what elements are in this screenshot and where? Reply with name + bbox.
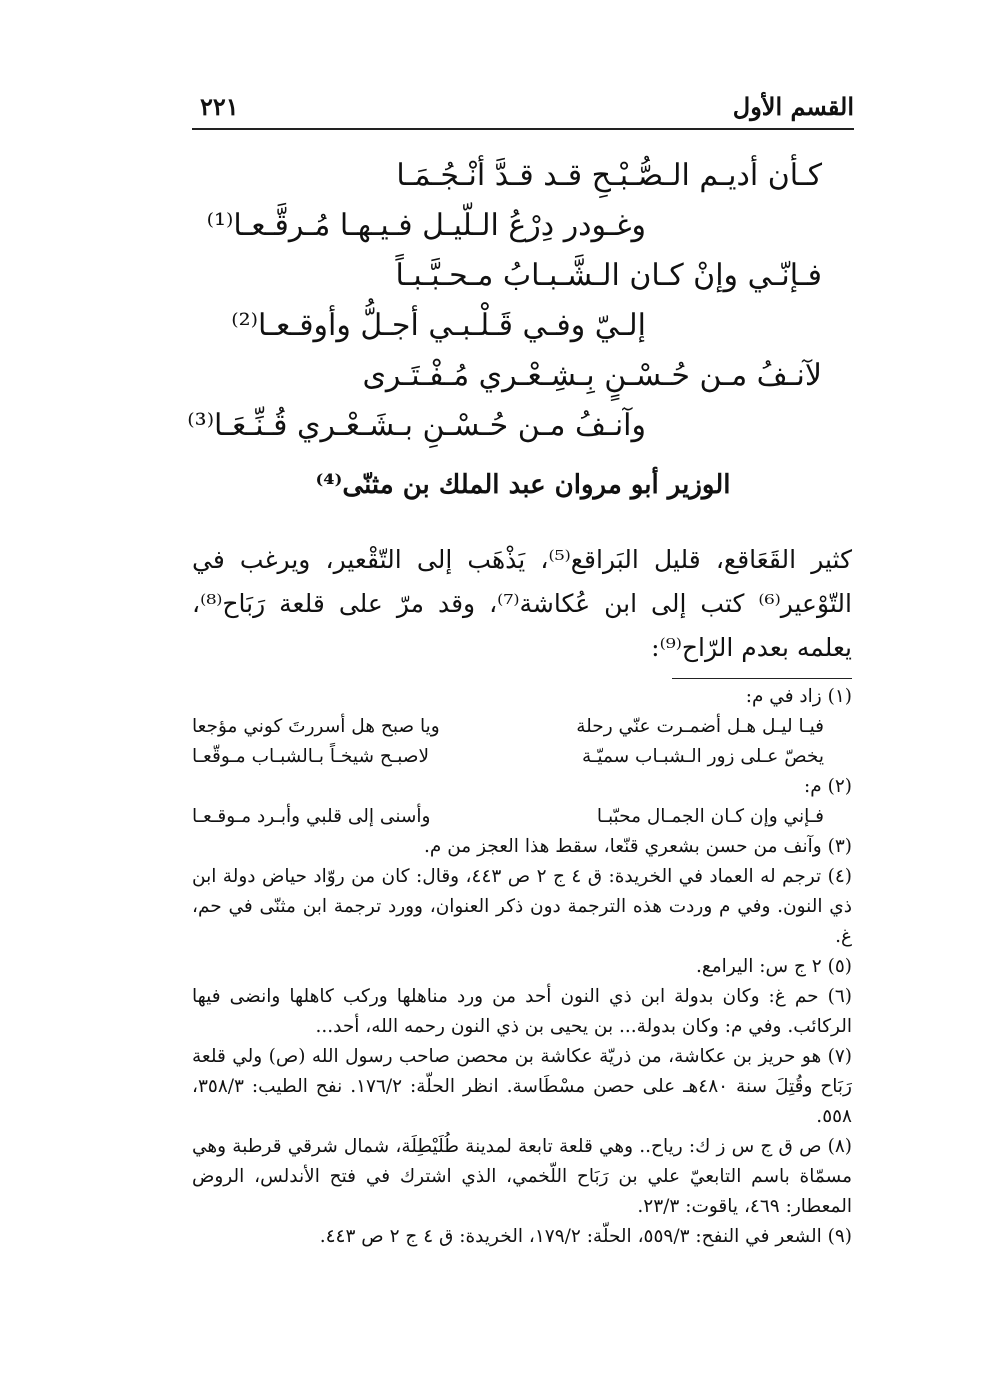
page-header	[192, 88, 854, 130]
verse-hemistich: ويا صبح هل أسررتَ كوني مؤجعا	[192, 716, 440, 737]
footnote-6: (٦) حم غ: وكان بدولة ابن ذي النون أحد من ورد مناهلها وركب كاهلها وانضى فيها الركائب. وفي م: وكان بدولة... بن يحيى بن ذي النون رحمه الله، أحد...	[192, 986, 852, 1037]
footnote-1-verse	[192, 742, 852, 772]
poem-line: لآنـفُ مـن حُـسْـنٍ بِـشِـعْـري مُـفْـتَـرى	[362, 358, 822, 393]
footnote-3: (٣) وآنف من حسن بشعري قنّعا، سقط هذا العجز من م.	[424, 836, 852, 857]
footnote-1-verse	[192, 712, 852, 742]
footnote-1-label: (١) زاد في م:	[745, 686, 852, 707]
footnote-separator	[672, 678, 852, 679]
footnote-8: (٨) ص ق ج س ز ك: رياح.. وهي قلعة تابعة لمدينة طُلَيْطِلَة، شمال شرقي قرطبة وهي مسمّاة باسم التابعيّ علي بن رَبَاح اللّخمي، الذي اشترك في فتح الأندلس، الروض المعطار: ٤٦٩، ياقوت: ٢٣/٣.	[192, 1136, 852, 1217]
page-number: ٢٢١	[200, 92, 239, 121]
verse-hemistich: وأسنى إلى قلبي وأبـرد مـوقـعـا	[192, 806, 431, 827]
verse-hemistich: لاصبـح شيخـاً بـالشبـاب مـوقّعـا	[192, 746, 430, 767]
footnote-7: (٧) هو حريز بن عكاشة، من ذريّة عكاشة بن محصن صاحب رسول الله (ص) ولي قلعة رَبَاح وقُتِلَ سنة ٤٨٠هـ على حصن مسْطَاسة. انظر الحلّة: ١٧٦/٢. نفح الطيب: ٣٥٨/٣، ٥٥٨.	[192, 1046, 852, 1127]
footnotes	[192, 682, 852, 1252]
poem-line: وآنـفُ مـن حُـسْـنِ بـشَـعْـري قُـنِّـعَـا⁽³⁾	[187, 408, 646, 443]
verse-hemistich: يخصّ عـلى زور الـشبـاب سميّـة	[582, 746, 824, 767]
footnote-9: (٩) الشعر في النفح: ٥٥٩/٣، الحلّة: ١٧٩/٢، الخريدة: ق ٤ ج ٢ ص ٤٤٣.	[319, 1226, 852, 1247]
section-title: القسم الأول	[732, 92, 854, 121]
poem-line: فـإنّـي وإنْ كـان الـشَّـبـابُ مـحـبَّـبـاً	[395, 258, 822, 293]
verse-hemistich: فيـا ليـل هـل أضمـرت عنّي رحلة	[576, 716, 824, 737]
body-paragraph: كثير القَعَاقع، قليل البَراقع⁽⁵⁾، يَذْهَب إلى التّقْعير، ويرغب في التّوْعير⁽⁶⁾ كتب إلى ابن عُكاشة⁽⁷⁾، وقد مرّ على قلعة رَبَاح⁽⁸⁾، يعلمه بعدم الرّاح⁽⁹⁾:	[192, 545, 852, 662]
poem-line: إلـيّ وفـي قَـلْـبـي أجـلُّ وأوقـعـا⁽²⁾	[231, 308, 646, 343]
poem-line: كـأن أديـم الـصُّـبْـحِ قـد قـدَّ أنْـجُـمَـا	[396, 158, 822, 193]
footnote-2-verse	[192, 802, 852, 832]
footnote-4: (٤) ترجم له العماد في الخريدة: ق ٤ ج ٢ ص ٤٤٣، وقال: كان من روّاد حياض دولة ابن ذي النون. وفي م وردت هذه الترجمة دون ذكر العنوان، وورد ترجمة ابن مثنّى في حم، غ.	[192, 866, 852, 947]
footnote-2-label: (٢) م:	[804, 776, 852, 797]
verse-hemistich: فـإني وإن كـان الجمـال محبّبـا	[596, 806, 824, 827]
entry-title: الوزير أبو مروان عبد الملك بن مثنّى⁽⁴⁾	[315, 470, 731, 500]
footnote-5: (٥) ٢ ج س: اليرامع.	[696, 956, 852, 977]
poem-line: وغـودر دِرْعُ الـلّيـل فـيـهـا مُـرقَّـعـا⁽¹⁾	[206, 208, 646, 243]
